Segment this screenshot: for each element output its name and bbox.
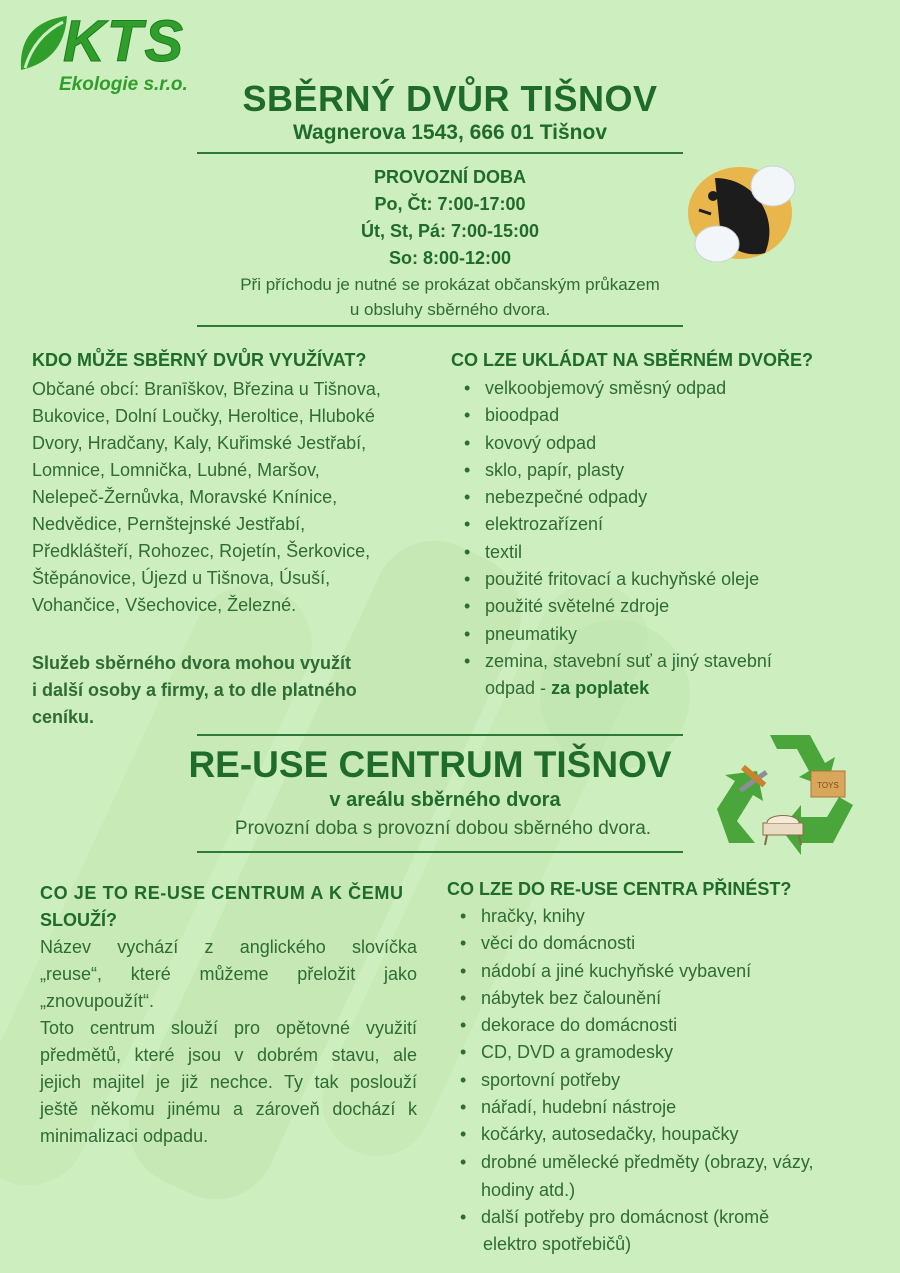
list-item: • velkoobjemový směsný odpad <box>455 375 875 402</box>
page-title: SBĚRNÝ DVŮR TIŠNOV <box>242 78 658 119</box>
list-item: • nábytek bez čalounění <box>451 985 881 1012</box>
reuse-note: Provozní doba s provozní dobou sběrného dvora. <box>234 818 652 839</box>
hours-heading: PROVOZNÍ DOBA <box>373 167 526 187</box>
services-line: i další osoby a firmy, a to dle platného <box>32 680 357 700</box>
list-item: • sportovní potřeby <box>451 1067 881 1094</box>
about-line: „reuse“, které můžeme přeložit jako <box>40 964 417 984</box>
hours-line: Út, St, Pá: 7:00-15:00 <box>360 221 540 241</box>
what-heading: CO LZE UKLÁDAT NA SBĚRNÉM DVOŘE? <box>451 350 813 370</box>
list-item-continuation <box>485 675 649 702</box>
list-item: • sklo, papír, plasty <box>455 457 875 484</box>
list-item: • hračky, knihy <box>451 903 881 930</box>
who-heading: KDO MŮŽE SBĚRNÝ DVŮR VYUŽÍVAT? <box>32 350 367 370</box>
divider <box>197 325 683 327</box>
reuse-subtitle: v areálu sběrného dvora <box>329 789 561 811</box>
bring-heading: CO LZE DO RE-USE CENTRA PŘINÉST? <box>447 879 792 899</box>
list-item: • CD, DVD a gramodesky <box>451 1039 881 1066</box>
services-line: Služeb sběrného dvora mohou využít <box>32 653 352 673</box>
municipality-line: Bukovice, Dolní Loučky, Heroltice, Hluboké <box>32 406 375 426</box>
list-item: • nádobí a jiné kuchyňské vybavení <box>451 958 881 985</box>
municipality-line: Nelepeč-Žernůvka, Moravské Knínice, <box>32 487 338 507</box>
about-heading: SLOUŽÍ? <box>40 910 117 930</box>
hours-line: Po, Čt: 7:00-17:00 <box>374 194 526 214</box>
list-item: • další potřeby pro domácnost (kromě <box>451 1204 881 1231</box>
list-item: • dekorace do domácnosti <box>451 1012 881 1039</box>
divider <box>197 152 683 154</box>
about-line: jejich majitel je již nechce. Ty tak poslouží <box>40 1072 417 1092</box>
list-item: • věci do domácnosti <box>451 930 881 957</box>
municipality-line: Dvory, Hradčany, Kaly, Kuřimské Jestřabí, <box>32 433 367 453</box>
list-item: • zemina, stavební suť a jiný stavební <box>455 648 875 675</box>
about-line: předmětů, které jsou v dobrém stavu, ale <box>40 1045 417 1065</box>
divider <box>197 734 683 736</box>
continuation-text: odpad - <box>485 678 552 698</box>
address: Wagnerova 1543, 666 01 Tišnov <box>293 121 607 144</box>
services-line: ceníku. <box>32 707 95 727</box>
municipality-line: Předklášteří, Rohozec, Rojetín, Šerkovice, <box>32 541 371 561</box>
list-item: • nářadí, hudební nástroje <box>451 1094 881 1121</box>
list-item: • bioodpad <box>455 402 875 429</box>
reuse-title: RE-USE CENTRUM TIŠNOV <box>188 744 672 785</box>
reuse-items-list-end <box>451 1204 881 1231</box>
reuse-items-list <box>451 903 881 1176</box>
about-line: minimalizaci odpadu. <box>40 1126 209 1146</box>
list-item: • textil <box>455 539 875 566</box>
about-heading: CO JE TO RE-USE CENTRUM A K ČEMU <box>40 883 404 903</box>
municipality-line: Štěpánovice, Újezd u Tišnova, Úsuší, <box>32 568 331 588</box>
list-item: • drobné umělecké předměty (obrazy, vázy, <box>451 1149 881 1176</box>
municipality-line: Vohančice, Všechovice, Železné. <box>32 595 297 615</box>
municipality-line: Nedvědice, Pernštejnské Jestřabí, <box>32 514 306 534</box>
about-line: Název vychází z anglického slovíčka <box>40 937 417 957</box>
list-item: • použité fritovací a kuchyňské oleje <box>455 566 875 593</box>
about-line: ještě někomu jinému a zároveň dochází k <box>40 1099 417 1119</box>
list-item: • použité světelné zdroje <box>455 593 875 620</box>
list-item: • nebezpečné odpady <box>455 484 875 511</box>
bee-icon <box>685 158 805 268</box>
services-note <box>32 650 442 731</box>
waste-list <box>455 375 875 675</box>
id-note: Při příchodu je nutné se prokázat občanským průkazem <box>240 275 660 294</box>
box-label: TOYS <box>817 781 839 790</box>
list-item: • kočárky, autosedačky, houpačky <box>451 1121 881 1148</box>
fee-note: za poplatek <box>551 678 650 698</box>
municipality-line: Občané obcí: Branīškov, Březina u Tišnova, <box>32 379 381 399</box>
list-item-continuation: elektro spotřebičů) <box>483 1234 632 1254</box>
logo-subtitle: Ekologie s.r.o. <box>59 74 188 95</box>
hours-line: So: 8:00-12:00 <box>388 248 512 268</box>
id-note: u obsluhy sběrného dvora. <box>349 300 551 319</box>
logo-brand: KTS <box>63 9 185 74</box>
municipality-line: Lomnice, Lomnička, Lubné, Maršov, <box>32 460 320 480</box>
list-item: • kovový odpad <box>455 430 875 457</box>
municipalities-list <box>32 376 442 619</box>
about-line: „znovupoužít“. <box>40 991 155 1011</box>
divider <box>197 851 683 853</box>
about-line: Toto centrum slouží pro opětovné využití <box>40 1018 417 1038</box>
list-item: • elektrozařízení <box>455 511 875 538</box>
about-section <box>40 880 417 1150</box>
list-item-continuation: hodiny atd.) <box>481 1180 576 1200</box>
recycle-icon <box>715 725 865 855</box>
list-item: • pneumatiky <box>455 621 875 648</box>
